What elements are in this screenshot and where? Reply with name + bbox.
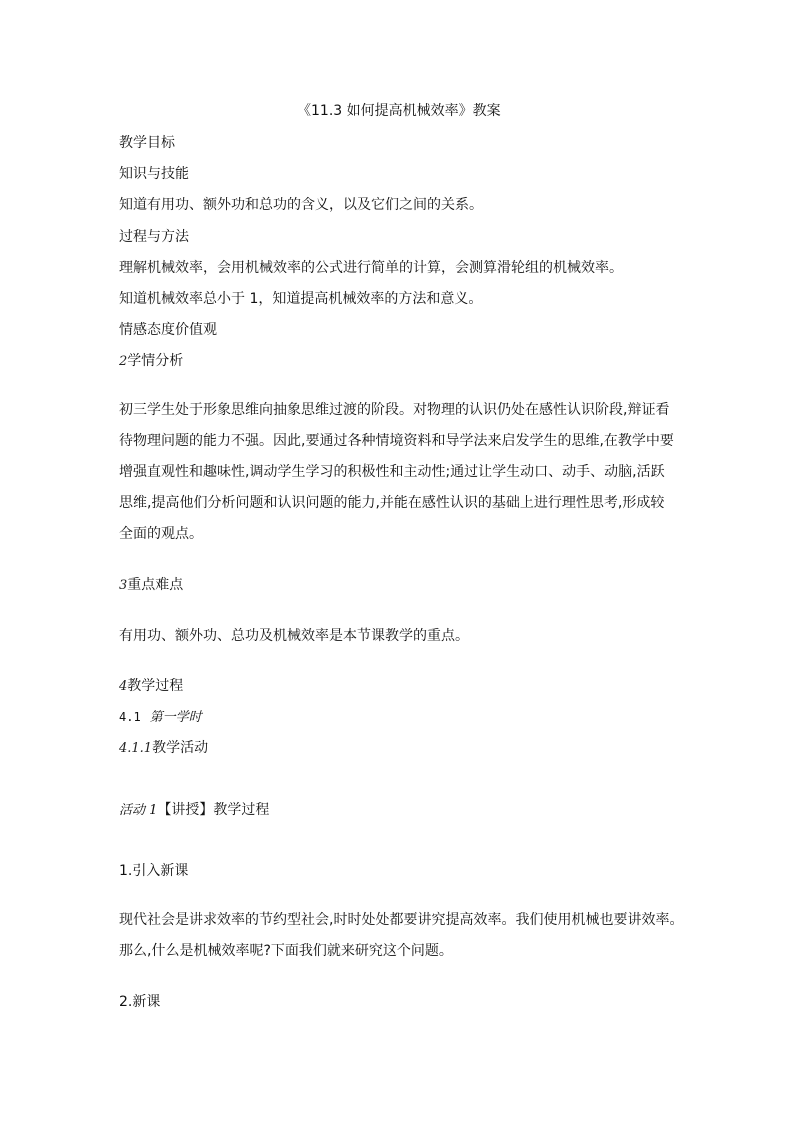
step-2-heading: 2.新课 [119,994,161,1010]
subsection-number: 4.1 [119,710,141,724]
intro-line: 那么,什么是机械效率呢?下面我们就来研究这个问题。 [119,943,453,959]
doc-title: 《11.3 如何提高机械效率》教案 [297,103,501,119]
subsection-number: 4.1.1 [119,741,153,756]
section-title: 学情分析 [127,353,184,369]
analysis-line: 待物理问题的能力不强。因此,要通过各种情境资料和导学法来启发学生的思维,在教学中要 [119,433,674,449]
analysis-line: 初三学生处于形象思维向抽象思维过渡的阶段。对物理的认识仍处在感性认识阶段,辩证看 [119,402,670,418]
section-3-heading [119,575,183,596]
subsection-title: 第一学时 [149,710,202,725]
subsection-title: 教学活动 [152,740,209,756]
section-4-heading [119,676,183,697]
activity-prefix: 活动 1 [119,803,158,818]
keypoint-paragraph: 有用功、额外功、总功及机械效率是本节课教学的重点。 [119,628,469,644]
activity-title: 【讲授】教学过程 [157,802,270,818]
subsection-4-1-heading [119,707,202,728]
section-title: 教学过程 [127,678,184,694]
section-number: 3 [119,578,128,593]
paragraph-knowledge: 知道有用功、额外功和总功的含义，以及它们之间的关系。 [119,197,483,213]
heading-knowledge: 知识与技能 [119,166,189,182]
section-number: 4 [119,679,128,694]
analysis-line: 增强直观性和趣味性,调动学生学习的积极性和主动性;通过让学生动口、动手、动脑,活跃 [119,464,665,480]
subsection-4-1-1-heading [119,738,208,759]
section-number: 2 [119,354,128,369]
activity-heading [119,800,269,821]
section-title: 重点难点 [127,577,184,593]
intro-line: 现代社会是讲求效率的节约型社会,时时处处都要讲究提高效率。我们使用机械也要讲效率。 [119,912,684,928]
heading-goals: 教学目标 [119,135,175,151]
paragraph-process-2: 知道机械效率总小于 1，知道提高机械效率的方法和意义。 [119,291,483,307]
analysis-line: 全面的观点。 [119,526,203,542]
paragraph-process-1: 理解机械效率，会用机械效率的公式进行简单的计算，会测算滑轮组的机械效率。 [119,260,623,276]
step-1-heading: 1.引入新课 [119,863,189,879]
section-2-heading [119,351,183,372]
heading-emotion: 情感态度价值观 [119,322,217,338]
heading-process: 过程与方法 [119,229,189,245]
analysis-line: 思维,提高他们分析问题和认识问题的能力,并能在感性认识的基础上进行理性思考,形成较 [119,495,665,511]
